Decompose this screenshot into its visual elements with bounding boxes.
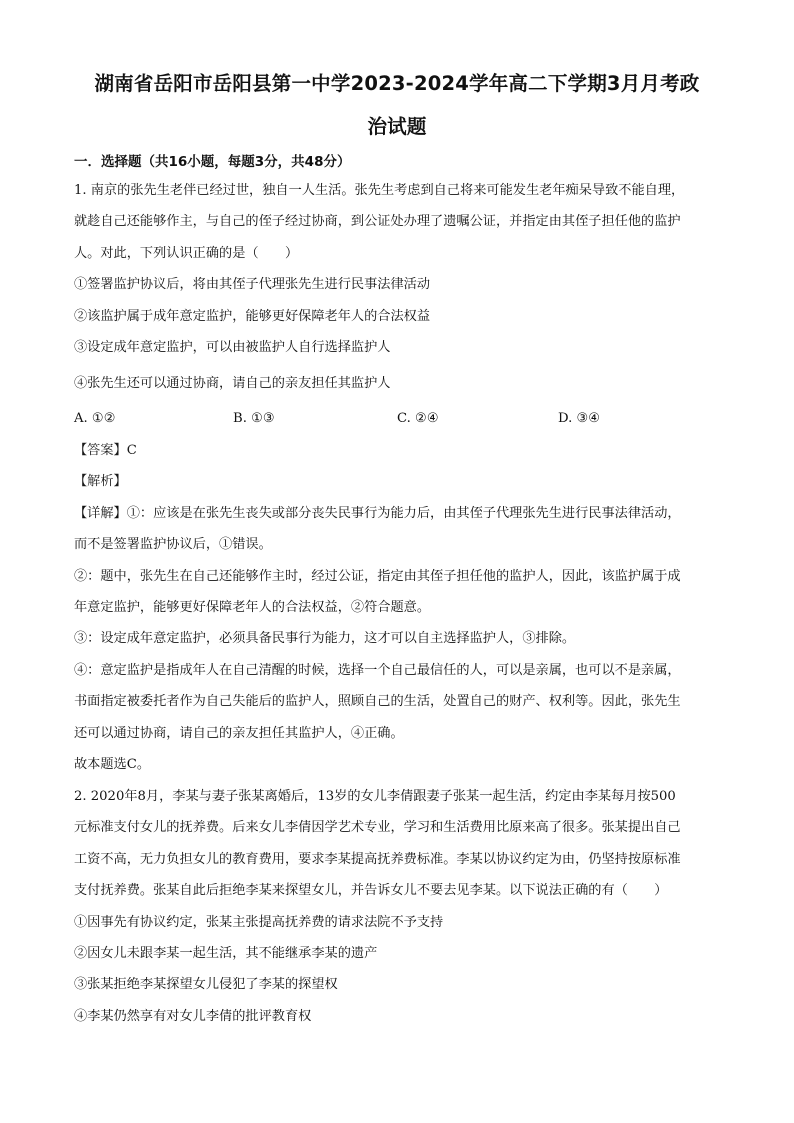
section-heading: 一．选择题（共16小题，每题3分，共48分） <box>74 154 351 170</box>
q1-explanation-line: 故本题选C。 <box>74 757 151 772</box>
q1-explanation-line: ④：意定监护是指成年人在自己清醒的时候，选择一个自己最信任的人，可以是亲属，也可以不是亲属， <box>74 663 681 678</box>
q1-statement: ③设定成年意定监护，可以由被监护人自行选择监护人 <box>74 340 391 355</box>
q2-statement: ④李某仍然享有对女儿李倩的批评教育权 <box>74 1009 312 1024</box>
q1-statement: ①签署监护协议后，将由其侄子代理张先生进行民事法律活动 <box>74 277 431 292</box>
q1-analysis-label: 【解析】 <box>74 474 127 489</box>
q1-stem-line: 1. 南京的张先生老伴已经过世，独自一人生活。张先生考虑到自己将来可能发生老年痴呆导致不能自理， <box>74 183 685 198</box>
q2-stem-line: 元标准支付女儿的抚养费。后来女儿李倩因学艺术专业，学习和生活费用比原来高了很多。张某提出自己 <box>74 820 681 835</box>
q1-stem-line: 人。对此，下列认识正确的是（ ） <box>74 246 299 261</box>
q1-statement: ②该监护属于成年意定监护，能够更好保障老年人的合法权益 <box>74 309 431 324</box>
q1-explanation-line: 年意定监护，能够更好保障老年人的合法权益，②符合题意。 <box>74 600 431 615</box>
q1-choice-b: B. ①③ <box>233 411 275 426</box>
q1-explanation-line: 书面指定被委托者作为自己失能后的监护人，照顾自己的生活，处置自己的财产、权利等。因此，张先生 <box>74 694 681 709</box>
q1-explanation-line: ③：设定成年意定监护，必须具备民事行为能力，这才可以自主选择监护人，③排除。 <box>74 631 576 646</box>
document-title-line-1: 湖南省岳阳市岳阳县第一中学2023-2024学年高二下学期3月月考政 <box>94 72 700 95</box>
q1-answer: 【答案】C <box>74 443 137 458</box>
q2-stem-line: 工资不高，无力负担女儿的教育费用，要求李某提高抚养费标准。李某以协议约定为由，仍坚持按原标准 <box>74 852 681 867</box>
q1-choice-c: C. ②④ <box>397 411 439 426</box>
q1-choice-a: A. ①② <box>74 411 116 426</box>
q2-statement: ③张某拒绝李某探望女儿侵犯了李某的探望权 <box>74 977 338 992</box>
q1-explanation-line: ②：题中，张先生在自己还能够作主时，经过公证，指定由其侄子担任他的监护人，因此，该监护属于成 <box>74 569 681 584</box>
q1-explanation-line: 【详解】①：应该是在张先生丧失或部分丧失民事行为能力后，由其侄子代理张先生进行民事法律活动， <box>74 506 681 521</box>
document-title-line-2: 治试题 <box>367 115 427 138</box>
q1-choice-d: D. ③④ <box>558 411 601 426</box>
q1-stem-line: 就趁自己还能够作主，与自己的侄子经过协商，到公证处办理了遗嘱公证，并指定由其侄子担任他的监护 <box>74 214 681 229</box>
q2-stem-line: 支付抚养费。张某自此后拒绝李某来探望女儿，并告诉女儿不要去见李某。以下说法正确的有（ ） <box>74 883 668 898</box>
q1-explanation-line: 而不是签署监护协议后，①错误。 <box>74 537 272 552</box>
q1-statement: ④张先生还可以通过协商，请自己的亲友担任其监护人 <box>74 376 391 391</box>
q1-explanation-line: 还可以通过协商，请自己的亲友担任其监护人，④正确。 <box>74 726 404 741</box>
q2-statement: ②因女儿未跟李某一起生活，其不能继承李某的遗产 <box>74 946 378 961</box>
q2-stem-line: 2. 2020年8月，李某与妻子张某离婚后，13岁的女儿李倩跟妻子张某一起生活，约定由李某每月按500 <box>74 789 676 804</box>
q2-statement: ①因事先有协议约定，张某主张提高抚养费的请求法院不予支持 <box>74 915 444 930</box>
